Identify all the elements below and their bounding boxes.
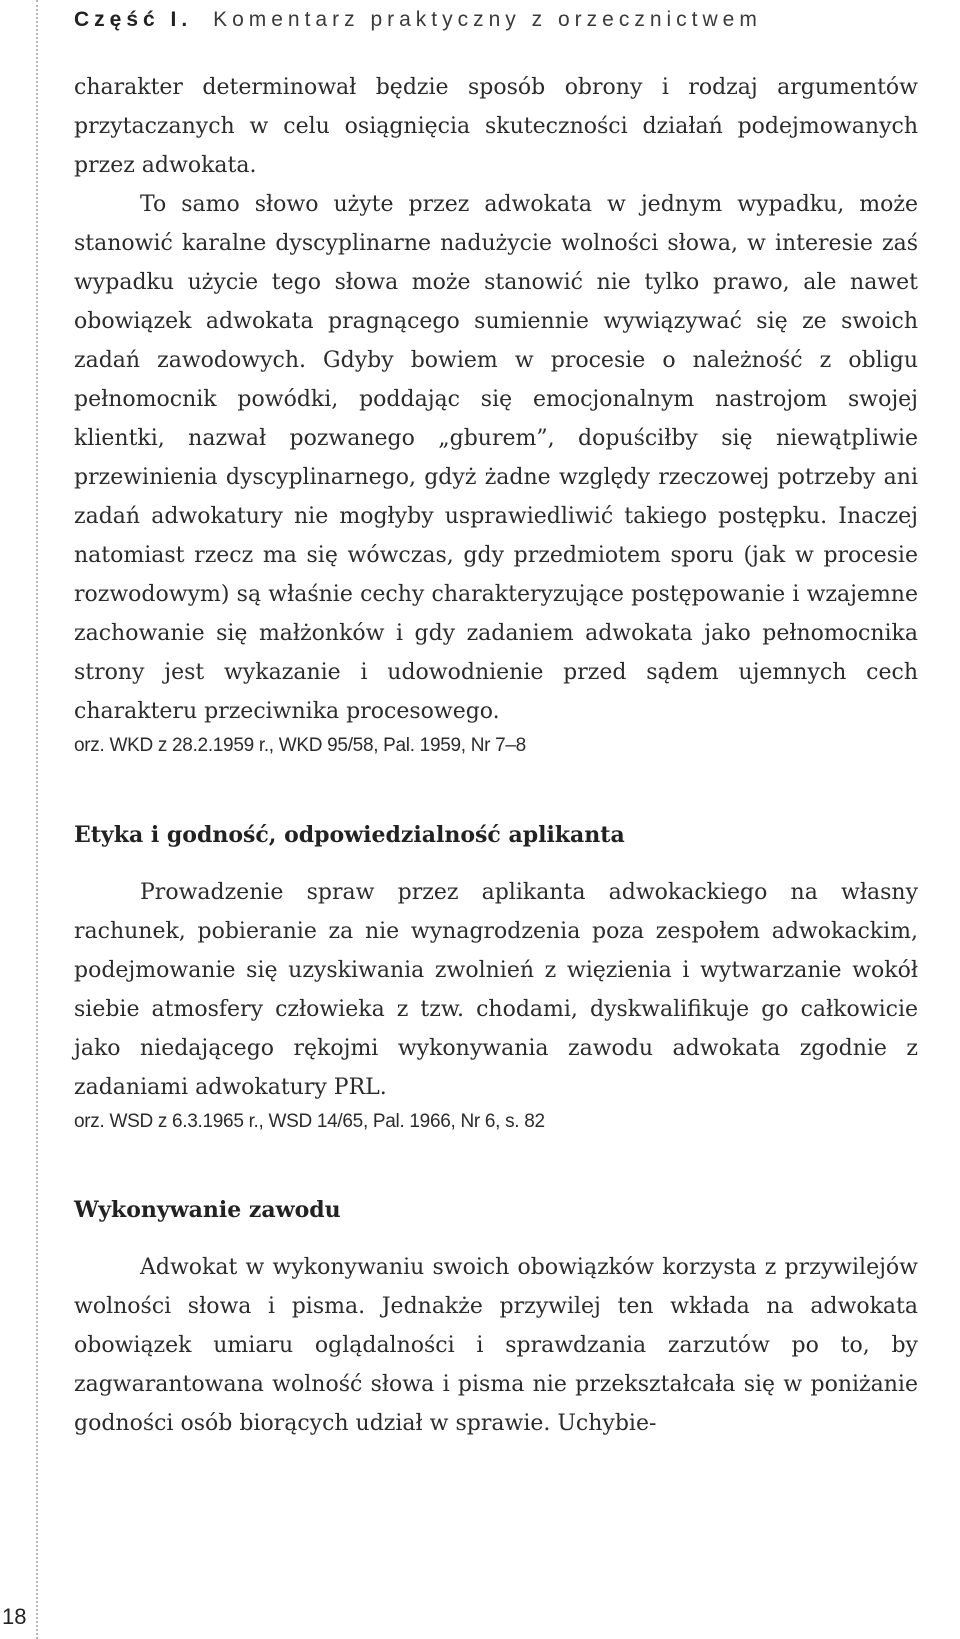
paragraph-practice: Adwokat w wykonywaniu swoich obowiązków korzysta z przywilejów wolności słowa i pisma. Jednakże przywilej ten wkłada na adwokata obowiązek umiaru oglądalności i sprawdzania zarzutów po to, by zagwarantowana wolność słowa i pisma nie przekształcała się w poniżanie godności osób biorących udział w sprawie. Uchybie-	[74, 1255, 918, 1436]
paragraph-intro-main: To samo słowo użyte przez adwokata w jednym wypadku, może stanowić karalne dyscyplinarne nadużycie wolności słowa, w interesie zaś wypadku użycie tego słowa może stanowić nie tylko prawo, ale nawet obowiązek adwokata pragnącego sumiennie wywiązywać się ze swoich zadań zawodowych. Gdyby bowiem w procesie o należność z obligu pełnomocnik powódki, poddając się emocjonalnym nastrojom swojej klientki, nazwał pozwanego „gburem”, dopuściłby się niewątpliwie przewinienia dyscyplinarnego, gdyż żadne względy rzeczowej potrzeby ani zadań adwokatury nie mogłyby usprawiedliwić takiego postępku. Inaczej natomiast rzecz ma się wówczas, gdy przedmiotem sporu (jak w procesie rozwodowym) są właśnie cechy charakteryzujące postępowanie i wzajemne zachowanie się małżonków i gdy zadaniem adwokata jako pełnomocnika strony jest wykazanie i udowodnienie przed sądem ujemnych cech charakteru przeciwnika procesowego.	[74, 192, 918, 724]
running-head-part: Część I.	[74, 8, 193, 31]
paragraph-intro-continued: charakter determinował będzie sposób obrony i rodzaj argumentów przytaczanych w celu osiągnięcia skuteczności działań podejmowanych przez adwokata.	[74, 75, 918, 178]
page-body	[74, 68, 918, 1443]
page-number: 18	[2, 1604, 27, 1629]
running-head-title: Komentarz praktyczny z orzecznictwem	[213, 8, 762, 31]
section-heading-practice: Wykonywanie zawodu	[74, 1197, 341, 1223]
running-head	[74, 8, 762, 32]
citation-wsd: orz. WSD z 6.3.1965 r., WSD 14/65, Pal. 1966, Nr 6, s. 82	[74, 1111, 545, 1132]
paragraph-ethics: Prowadzenie spraw przez aplikanta adwokackiego na własny rachunek, pobieranie za nie wynagrodzenia poza zespołem adwokackim, podejmowanie się uzyskiwania zwolnień z więzienia i wytwarzanie wokół siebie atmosfery człowieka z tzw. chodami, dyskwalifikuje go całkowicie jako niedającego rękojmi wykonywania zawodu adwokata zgodnie z zadaniami adwokatury PRL.	[74, 880, 918, 1100]
margin-dotted-rule	[36, 0, 38, 1639]
section-heading-ethics: Etyka i godność, odpowiedzialność aplikanta	[74, 822, 625, 848]
citation-wkd: orz. WKD z 28.2.1959 r., WKD 95/58, Pal. 1959, Nr 7–8	[74, 735, 526, 756]
